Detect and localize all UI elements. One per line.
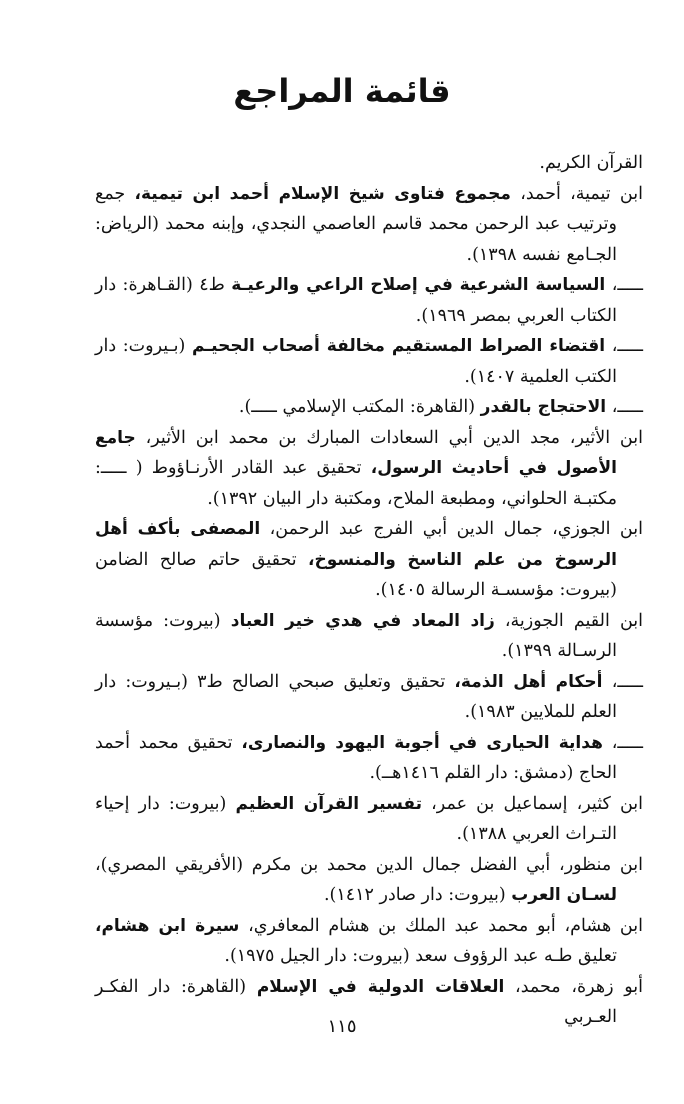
reference-entry: ـــــ، الاحتجاج بالقدر (القاهرة: المكتب الإسلامي ـــــ). <box>238 397 643 417</box>
reference-entry: ابن منظور، أبي الفضل جمال الدين محمد بن مكرم (الأفريقي المصري)، لسـان العرب (بيروت: دار صادر ١٤١٢). <box>95 854 643 905</box>
reference-entry: أبو زهرة، محمد، العلاقات الدولية في الإسلام (القاهرة: دار الفكـر العـربي <box>95 976 643 1027</box>
reference-entry: القرآن الكريم. <box>539 153 643 173</box>
reference-entry: ـــــ، السياسة الشرعية في إصلاح الراعي والرعيـة ط٤ (القـاهرة: دار الكتاب العربي بمصر ١٩٦٩). <box>95 275 643 326</box>
page-title: قائمة المراجع <box>233 72 451 110</box>
page-number: ١١٥ <box>327 1016 357 1037</box>
reference-entry: ـــــ، اقتضاء الصراط المستقيم مخالفة أصحاب الجحيـم (بـيروت: دار الكتب العلمية ١٤٠٧). <box>95 336 643 387</box>
reference-entry: ابن تيمية، أحمد، مجموع فتاوى شيخ الإسلام أحمد ابن تيمية، جمع وترتيب عبد الرحمن محمد قاسم العاصمي النجدي، وإبنه محمد (الرياض: الجـامع نفسه ١٣٩٨). <box>95 183 643 265</box>
reference-entry: ابن القيم الجوزية، زاد المعاد في هدي خير العباد (بيروت: مؤسسة الرسـالة ١٣٩٩). <box>95 610 643 661</box>
reference-entry: ـــــ، أحكام أهل الذمة، تحقيق وتعليق صبحي الصالح ط٣ (بـيروت: دار العلم للملايين ١٩٨٣). <box>95 671 643 722</box>
reference-entry: ابن هشام، أبو محمد عبد الملك بن هشام المعافري، سيرة ابن هشام، تعليق طـه عبد الرؤوف سعد (بيروت: دار الجيل ١٩٧٥). <box>95 915 643 966</box>
reference-entry: ـــــ، هداية الحيارى في أجوبة اليهود والنصارى، تحقيق محمد أحمد الحاج (دمشق: دار القلم ١٤١٦هــ). <box>95 732 643 783</box>
reference-entry: ابن الجوزي، جمال الدين أبي الفرج عبد الرحمن، المصفى بأكف أهل الرسوخ من علم الناسخ والمنسوخ، تحقيق حاتم صالح الضامن (بيروت: مؤسسـة الرسالة ١٤٠٥). <box>95 519 643 600</box>
reference-entry: ابن الأثير، مجد الدين أبي السعادات المبارك بن محمد ابن الأثير، جامع الأصول في أحاديث الرسول، تحقيق عبد القادر الأرنـاؤوط ( ـــــ: مكتبـة الحلواني، ومطبعة الملاح، ومكتبة دار البيان ١٣٩٢). <box>95 427 643 509</box>
reference-entry: ابن كثير، إسماعيل بن عمر، تفسير القرآن العظيم (بيروت: دار إحياء التـراث العربي ١٣٨٨). <box>95 793 644 844</box>
references-list <box>95 148 643 1033</box>
